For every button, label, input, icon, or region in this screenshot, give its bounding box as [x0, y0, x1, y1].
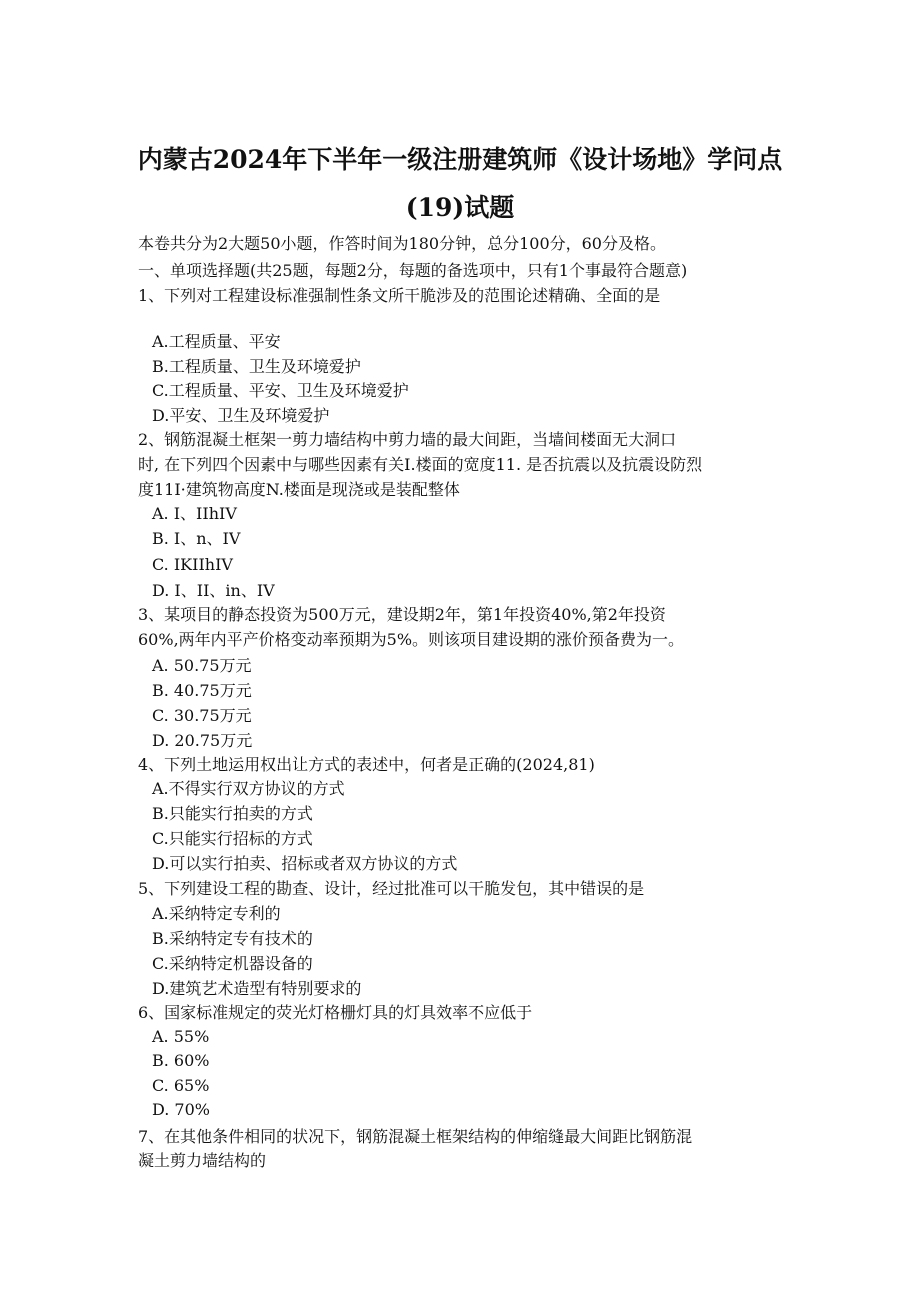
- question-4-option-a: A.不得实行双方协议的方式: [152, 779, 345, 798]
- section-heading: 一、单项选择题(共25题，每题2分，每题的备选项中，只有1个事最符合题意): [138, 261, 688, 280]
- question-4-option-c: C.只能实行招标的方式: [152, 829, 313, 848]
- question-3-option-c: C. 30.75万元: [152, 706, 252, 725]
- question-4-option-d: D.可以实行拍卖、招标或者双方协议的方式: [152, 854, 458, 873]
- question-3-text-line-2: 60%,两年内平产价格变动率预期为5%。则该项目建设期的涨价预备费为一。: [138, 630, 685, 649]
- question-4-option-b: B.只能实行拍卖的方式: [152, 804, 313, 823]
- question-1-option-c: C.工程质量、平安、卫生及环境爱护: [152, 381, 409, 400]
- question-1-option-b: B.工程质量、卫生及环境爱护: [152, 357, 361, 376]
- question-3-option-a: A. 50.75万元: [152, 656, 252, 675]
- question-5-option-c: C.采纳特定机器设备的: [152, 954, 313, 973]
- question-6-text: 6、国家标准规定的荧光灯格栅灯具的灯具效率不应低于: [138, 1003, 533, 1022]
- question-3-option-d: D. 20.75万元: [152, 731, 253, 750]
- document-title-line-1: 内蒙古2024年下半年一级注册建筑师《设计场地》学问点: [137, 145, 783, 174]
- question-7-text-line-2: 凝土剪力墙结构的: [138, 1151, 267, 1170]
- question-5-option-b: B.采纳特定专有技术的: [152, 929, 313, 948]
- question-6-option-d: D. 70%: [152, 1100, 210, 1119]
- question-1-text: 1、下列对工程建设标准强制性条文所干脆涉及的范围论述精确、全面的是: [138, 286, 661, 305]
- document-title-line-2: (19)试题: [405, 193, 515, 222]
- question-6-option-a: A. 55%: [152, 1027, 210, 1046]
- question-2-option-a: A. I、IIhIV: [152, 504, 237, 523]
- question-2-text-line-1: 2、钢筋混凝土框架一剪力墙结构中剪力墙的最大间距，当墙间楼面无大洞口: [138, 430, 677, 449]
- question-5-option-d: D.建筑艺术造型有特别要求的: [152, 979, 362, 998]
- question-7-text-line-1: 7、在其他条件相同的状况下，钢筋混凝土框架结构的伸缩缝最大间距比钢筋混: [138, 1127, 693, 1146]
- question-2-option-b: B. I、n、IV: [152, 529, 241, 548]
- question-1-option-a: A.工程质量、平安: [152, 332, 281, 351]
- question-3-text-line-1: 3、某项目的静态投资为500万元，建设期2年，第1年投资40%,第2年投资: [138, 605, 666, 624]
- question-4-text: 4、下列土地运用权出让方式的表述中，何者是正确的(2024,81): [138, 755, 595, 774]
- question-5-option-a: A.采纳特定专利的: [152, 904, 281, 923]
- question-2-text-line-3: 度11I·建筑物高度N.楼面是现浇或是装配整体: [138, 480, 460, 499]
- question-6-option-b: B. 60%: [152, 1051, 210, 1070]
- question-3-option-b: B. 40.75万元: [152, 681, 252, 700]
- question-6-option-c: C. 65%: [152, 1076, 210, 1095]
- question-2-text-line-2: 时, 在下列四个因素中与哪些因素有关I.楼面的宽度11. 是否抗震以及抗震设防烈: [138, 455, 703, 474]
- question-2-option-c: C. IKIIhIV: [152, 555, 233, 574]
- question-1-option-d: D.平安、卫生及环境爱护: [152, 406, 330, 425]
- question-2-option-d: D. I、II、in、IV: [152, 581, 275, 600]
- exam-intro: 本卷共分为2大题50小题，作答时间为180分钟，总分100分，60分及格。: [138, 234, 666, 253]
- question-5-text: 5、下列建设工程的勘查、设计，经过批准可以干脆发包，其中错误的是: [138, 879, 645, 898]
